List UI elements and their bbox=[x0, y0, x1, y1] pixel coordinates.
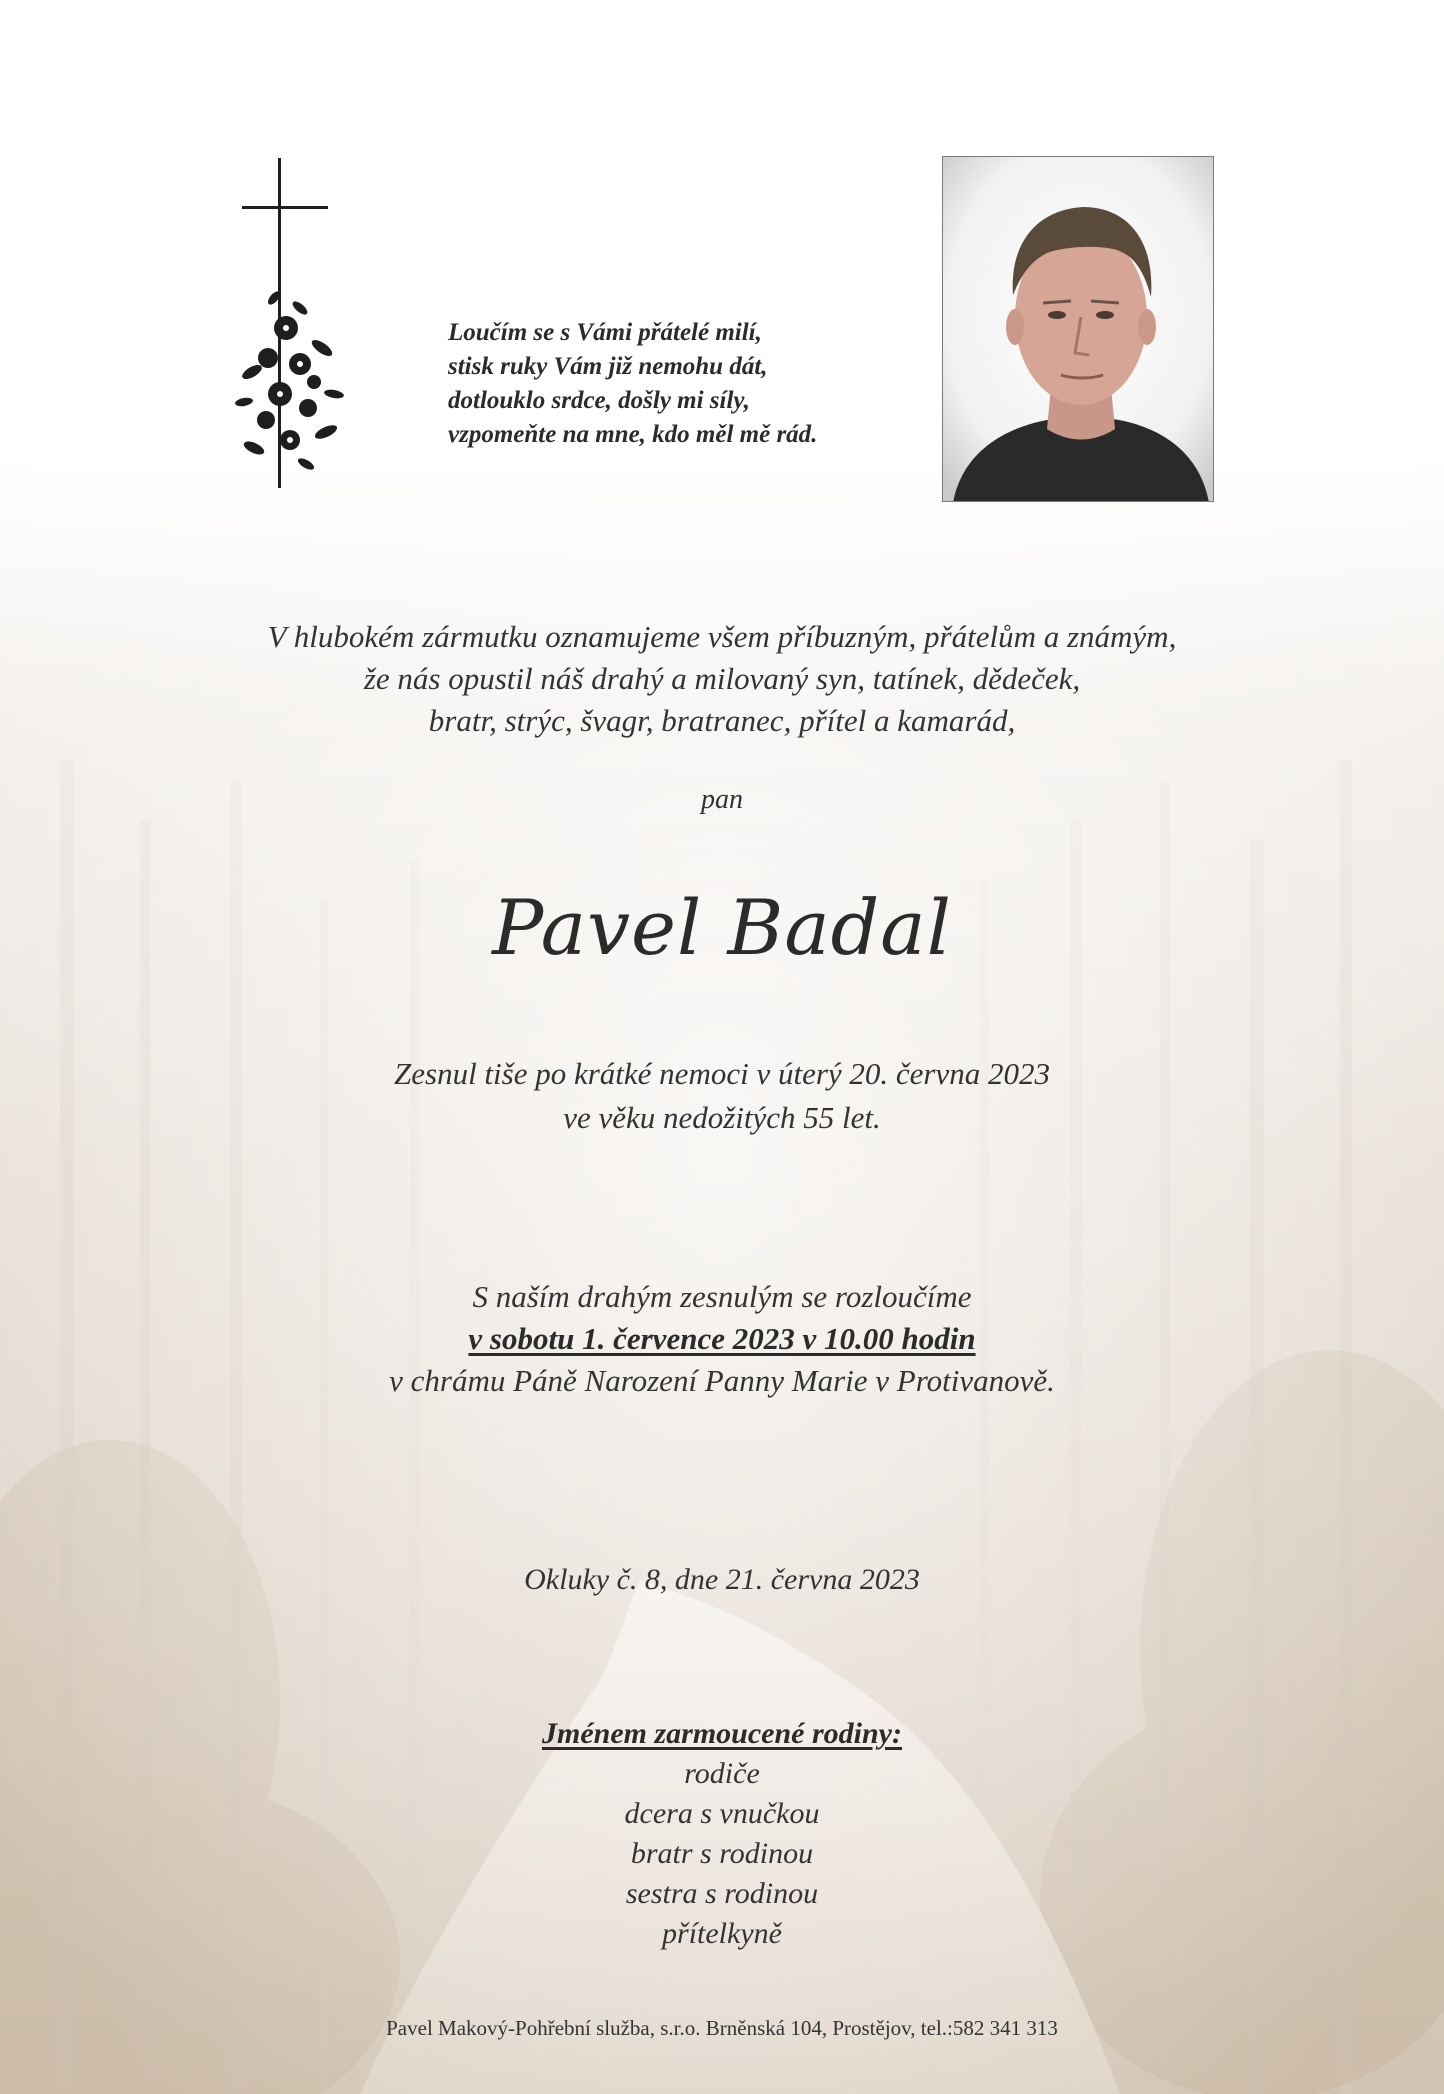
funeral-date-time: v sobotu 1. července 2023 v 10.00 hodin bbox=[468, 1321, 976, 1356]
funeral-details bbox=[0, 1276, 1444, 1402]
portrait-image bbox=[943, 157, 1214, 502]
announcement-line: bratr, strýc, švagr, bratranec, přítel a kamarád, bbox=[428, 703, 1016, 738]
passing-line: ve věku nedožitých 55 let. bbox=[563, 1100, 881, 1135]
family-heading: Jménem zarmoucené rodiny: bbox=[542, 1717, 902, 1750]
poem-line: stisk ruky Vám již nemohu dát, bbox=[448, 353, 768, 380]
place-and-date: Okluky č. 8, dne 21. června 2023 bbox=[524, 1563, 920, 1596]
announcement-line: že nás opustil náš drahý a milovaný syn, tatínek, dědeček, bbox=[363, 661, 1081, 696]
farewell-poem bbox=[448, 316, 918, 452]
announcement-line: V hlubokém zármutku oznamujeme všem příbuzným, přátelům a známým, bbox=[267, 619, 1177, 654]
deceased-name: Pavel Badal bbox=[492, 883, 952, 972]
poem-line: vzpomeňte na mne, kdo měl mě rád. bbox=[448, 421, 818, 448]
funeral-venue: v chrámu Páně Narození Panny Marie v Protivanově. bbox=[389, 1363, 1055, 1398]
family-member: přítelkyně bbox=[662, 1917, 782, 1950]
mourning-family bbox=[0, 1714, 1444, 1954]
passing-line: Zesnul tiše po krátké nemoci v úterý 20. června 2023 bbox=[394, 1056, 1050, 1091]
family-member: bratr s rodinou bbox=[630, 1837, 814, 1870]
funeral-service-footer: Pavel Makový-Pohřební služba, s.r.o. Brněnská 104, Prostějov, tel.:582 341 313 bbox=[386, 2016, 1058, 2040]
death-announcement bbox=[0, 616, 1444, 742]
honorific: pan bbox=[701, 784, 743, 815]
family-member: rodiče bbox=[684, 1757, 760, 1790]
deceased-portrait bbox=[942, 156, 1214, 502]
poem-line: Loučím se s Vámi přátelé milí, bbox=[448, 319, 762, 346]
family-member: dcera s vnučkou bbox=[624, 1797, 820, 1830]
poem-line: dotlouklo srdce, došly mi síly, bbox=[448, 387, 750, 414]
farewell-intro: S naším drahým zesnulým se rozloučíme bbox=[472, 1279, 972, 1314]
passing-details bbox=[0, 1052, 1444, 1140]
family-member: sestra s rodinou bbox=[625, 1877, 819, 1910]
cross-with-flowers-icon bbox=[230, 158, 370, 488]
